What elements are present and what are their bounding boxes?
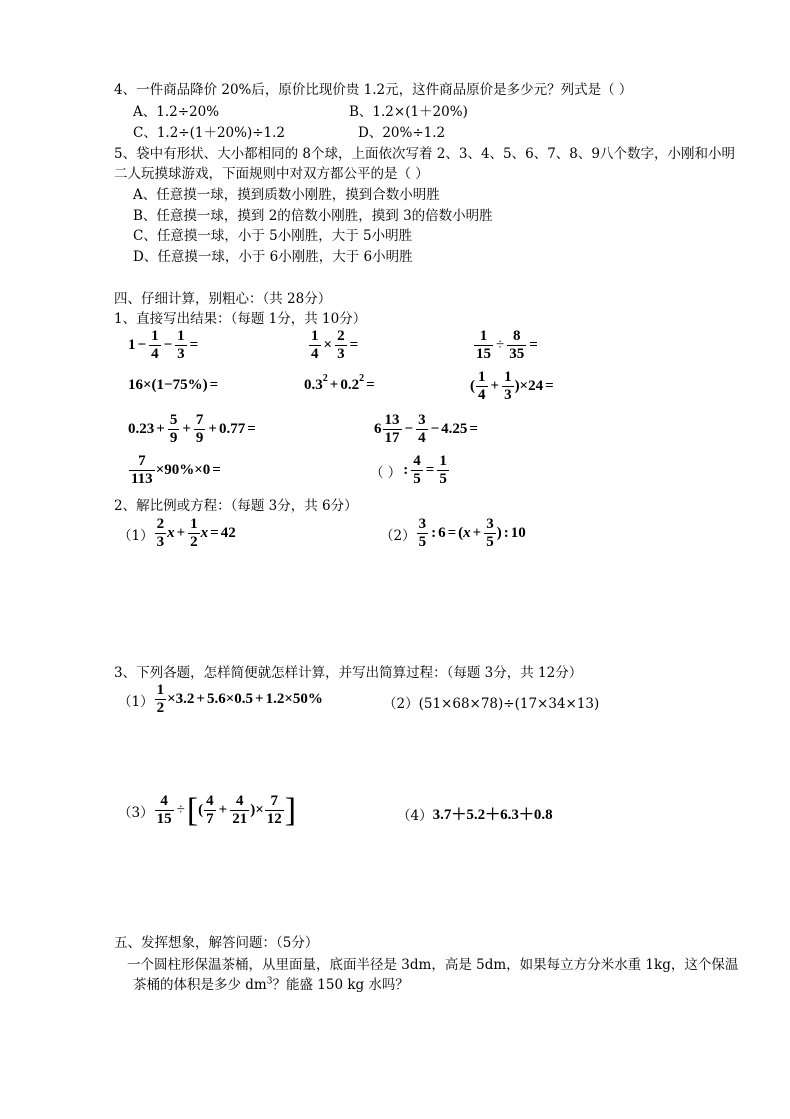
calc-1: 1 − $\frac{1}{4}$ − $\frac{1}{3}$ = xyxy=(128,328,199,362)
s1-label: （1） xyxy=(118,693,154,710)
section4-part1-title: 1、直接写出结果：（每题 1分，共 10分） xyxy=(114,311,367,327)
calc-2: $\frac{1}{4}$ × $\frac{2}{3}$ = xyxy=(311,328,359,362)
eq1-label: （1） xyxy=(118,527,154,544)
q4-option-c: C、1.2÷(1＋20%)÷1.2 xyxy=(133,125,286,141)
section5-line1: 一个圆柱形保温茶桶，从里面量，底面半径是 3dm，高是 5dm，如果每立方分米水重 1kg，这个保温 xyxy=(127,957,739,973)
section5-title: 五、发挥想象，解答问题：（5分） xyxy=(114,935,319,951)
calc-3: $\frac{1}{15}$ ÷ $\frac{8}{35}$ = xyxy=(476,328,538,362)
s3-label: （3） xyxy=(118,804,154,821)
equation-1: （1） $\frac{2}{3}$ x + $\frac{1}{2}$ x = 42 xyxy=(118,516,236,550)
calc-4: 16×(1−75%) = xyxy=(128,377,219,393)
section5-line2-b: ？能盛 150 kg 水吗？ xyxy=(272,977,409,993)
section4-title: 四、仔细计算，别粗心：（共 28分） xyxy=(114,291,332,307)
q5-stem-line1: 5、袋中有形状、大小都相同的 8个球，上面依次写着 2、3、4、5、6、7、8、9八个数字，小刚和小明 xyxy=(114,146,735,162)
q5-option-d: D、任意摸一球，小于 6小刚胜，大于 6小明胜 xyxy=(133,249,413,265)
calc-8: 6 $\frac{13}{17}$ − $\frac{3}{4}$ − 4.25 = xyxy=(374,412,478,446)
q5-option-a: A、任意摸一球，摸到质数小刚胜，摸到合数小明胜 xyxy=(133,187,440,203)
calc-5: 0.3 2 + 0.2 2 = xyxy=(304,373,375,393)
section5-line2 xyxy=(133,973,409,993)
section4-part2-title: 2、解比例或方程：（每题 3分，共 6分） xyxy=(114,498,358,514)
simplify-1: （1） $\frac{1}{2}$ ×3.2 + 5.6×0.5 + 1.2×50% xyxy=(118,682,323,716)
q5-stem-line2: 二人玩摸球游戏，下面规则中对双方都公平的是（ ） xyxy=(114,166,429,182)
calc-9: $\frac{7}{113}$ ×90%×0 = xyxy=(131,453,221,487)
q5-option-c: C、任意摸一球，小于 5小刚胜，大于 5小明胜 xyxy=(133,228,413,244)
q4-option-a: A、1.2÷20% xyxy=(133,104,220,120)
q5-option-b: B、任意摸一球，摸到 2的倍数小刚胜，摸到 3的倍数小明胜 xyxy=(133,208,493,224)
q4-stem: 4、一件商品降价 20%后，原价比现价贵 1.2元，这件商品原价是多少元？列式是（ ） xyxy=(114,82,633,98)
blank-paren: （ ） xyxy=(370,464,402,481)
q4-option-b: B、1.2×(1＋20%) xyxy=(349,104,468,120)
simplify-2 xyxy=(383,692,599,712)
section5-line2-sup: 3 xyxy=(266,976,273,987)
s4-expression: 3.7＋5.2＋6.3＋0.8 xyxy=(432,807,553,823)
eq2-label: （2） xyxy=(380,527,416,544)
simplify-4 xyxy=(397,803,553,824)
section4-part3-title: 3、下列各题，怎样简便就怎样计算，并写出简算过程：（每题 3分，共 12分） xyxy=(114,665,583,681)
s2-expression: (51×68×78)÷(17×34×13) xyxy=(418,696,600,712)
q4-option-d: D、20%÷1.2 xyxy=(358,125,446,141)
equation-2: （2） $\frac{3}{5}$ : 6 = (x + $\frac{3}{5}$ ) : 10 xyxy=(380,516,526,550)
section5-line2-a: 茶桶的体积是多少 dm xyxy=(133,977,267,993)
calc-6: ( $\frac{1}{4}$ + $\frac{1}{3}$ )×24 = xyxy=(470,369,554,403)
s2-label: （2） xyxy=(383,696,419,712)
simplify-3: （3） $\frac{4}{15}$ ÷ [ ( $\frac{4}{7}$ + $\frac{4}{21}$ )× $\frac{7}{12}$ ] xyxy=(118,791,297,829)
s4-label: （4） xyxy=(397,807,433,824)
calc-10: （ ） : $\frac{4}{5}$ = $\frac{1}{5}$ xyxy=(370,453,447,487)
calc-7: 0.23 + $\frac{5}{9}$ + $\frac{7}{9}$ + 0.77 = xyxy=(128,412,256,446)
